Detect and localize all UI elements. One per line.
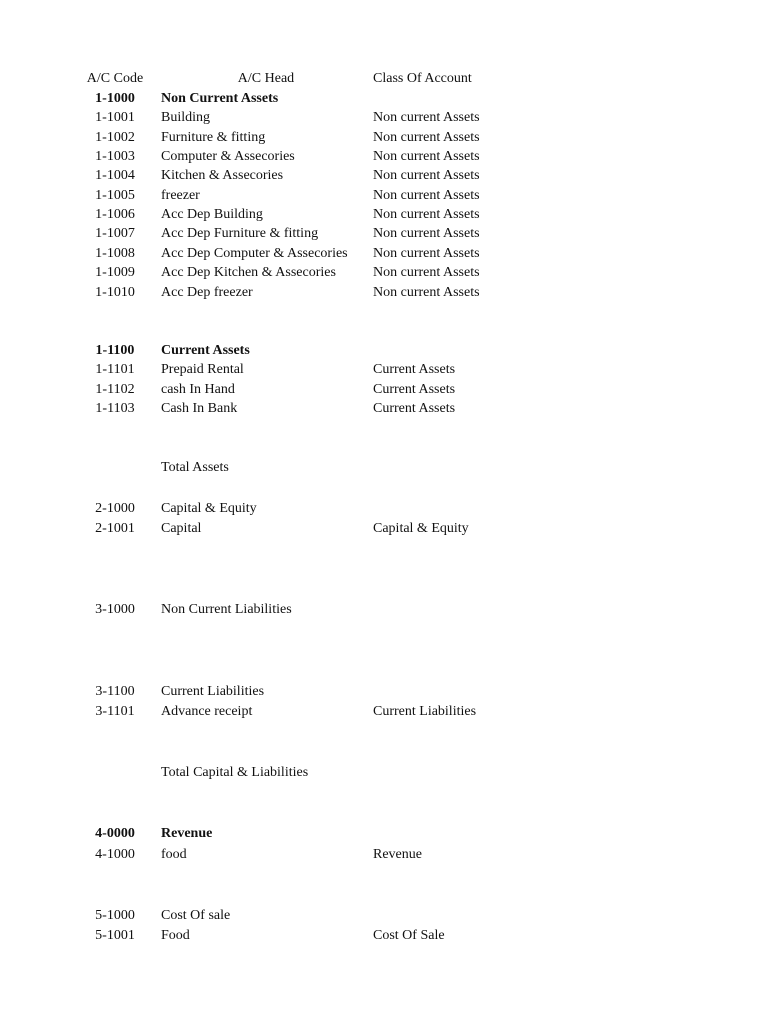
account-head: Advance receipt [161, 704, 253, 719]
account-code: 1-1002 [95, 130, 135, 145]
account-code: 1-1100 [95, 343, 135, 358]
account-code: 5-1001 [95, 928, 135, 943]
account-head: Cash In Bank [161, 401, 238, 416]
account-code: 1-1103 [95, 401, 135, 416]
table-row [0, 519, 768, 539]
table-row [0, 458, 768, 478]
table-row [0, 166, 768, 186]
account-head: Computer & Assecories [161, 149, 295, 164]
header-class: Class Of Account [373, 71, 472, 86]
table-row [0, 244, 768, 264]
account-class: Non current Assets [373, 130, 480, 145]
account-code: 2-1000 [95, 501, 135, 516]
account-class: Current Assets [373, 382, 456, 397]
account-code: 1-1000 [95, 91, 135, 106]
account-code: 3-1000 [95, 602, 135, 617]
table-row [0, 926, 768, 946]
account-head: Food [161, 928, 190, 943]
account-code: 5-1000 [95, 908, 135, 923]
account-head: Total Capital & Liabilities [161, 765, 309, 780]
account-code: 4-0000 [95, 826, 135, 841]
account-class: Current Assets [373, 401, 456, 416]
account-class: Non current Assets [373, 226, 480, 241]
account-head: Prepaid Rental [161, 362, 244, 377]
account-head: Furniture & fitting [161, 130, 266, 145]
table-row [0, 399, 768, 419]
account-class: Non current Assets [373, 207, 480, 222]
account-code: 1-1003 [95, 149, 135, 164]
account-head: Current Assets [161, 343, 250, 358]
account-code: 1-1009 [95, 265, 135, 280]
table-row [0, 108, 768, 128]
table-row [0, 600, 768, 620]
account-head: freezer [161, 188, 200, 203]
header-head: A/C Head [237, 71, 295, 86]
account-class: Cost Of Sale [373, 928, 445, 943]
account-head: Acc Dep Computer & Assecories [161, 246, 348, 261]
account-class: Capital & Equity [373, 521, 469, 536]
account-code: 1-1010 [95, 285, 135, 300]
table-row [0, 89, 768, 109]
table-row [0, 763, 768, 783]
account-head: Non Current Liabilities [161, 602, 292, 617]
account-class: Non current Assets [373, 265, 480, 280]
account-class: Current Assets [373, 362, 456, 377]
account-head: Capital & Equity [161, 501, 257, 516]
account-head: Acc Dep freezer [161, 285, 253, 300]
table-row [0, 263, 768, 283]
account-class: Non current Assets [373, 285, 480, 300]
account-head: Acc Dep Kitchen & Assecories [161, 265, 336, 280]
account-code: 2-1001 [95, 521, 135, 536]
account-class: Non current Assets [373, 168, 480, 183]
account-head: Acc Dep Building [161, 207, 263, 222]
header-code: A/C Code [86, 71, 144, 86]
account-code: 1-1007 [95, 226, 135, 241]
account-head: Non Current Assets [161, 91, 279, 106]
table-row [0, 128, 768, 148]
table-row [0, 845, 768, 865]
account-code: 4-1000 [95, 847, 135, 862]
table-row [0, 682, 768, 702]
table-row [0, 283, 768, 303]
table-row [0, 906, 768, 926]
account-code: 1-1101 [95, 362, 135, 377]
account-head: Building [161, 110, 211, 125]
account-head: Acc Dep Furniture & fitting [161, 226, 319, 241]
account-code: 1-1008 [95, 246, 135, 261]
table-row [0, 824, 768, 844]
account-class: Non current Assets [373, 246, 480, 261]
table-row [0, 360, 768, 380]
table-row [0, 205, 768, 225]
account-head: Cost Of sale [161, 908, 231, 923]
account-head: Kitchen & Assecories [161, 168, 284, 183]
table-row [0, 186, 768, 206]
account-code: 1-1005 [95, 188, 135, 203]
table-row [0, 341, 768, 361]
account-class: Non current Assets [373, 110, 480, 125]
account-code: 1-1006 [95, 207, 135, 222]
account-code: 3-1101 [95, 704, 135, 719]
account-code: 1-1001 [95, 110, 135, 125]
account-head: Capital [161, 521, 202, 536]
account-class: Non current Assets [373, 188, 480, 203]
account-head: Current Liabilities [161, 684, 265, 699]
account-code: 1-1102 [95, 382, 135, 397]
account-head: Total Assets [161, 460, 229, 475]
account-head: cash In Hand [161, 382, 235, 397]
account-head: Revenue [161, 826, 213, 841]
table-row [0, 224, 768, 244]
table-row [0, 147, 768, 167]
header-row [0, 69, 768, 89]
account-class: Current Liabilities [373, 704, 477, 719]
account-code: 1-1004 [95, 168, 135, 183]
account-head: food [161, 847, 187, 862]
table-row [0, 499, 768, 519]
account-class: Non current Assets [373, 149, 480, 164]
table-row [0, 702, 768, 722]
account-class: Revenue [373, 847, 422, 862]
account-code: 3-1100 [95, 684, 135, 699]
table-row [0, 380, 768, 400]
